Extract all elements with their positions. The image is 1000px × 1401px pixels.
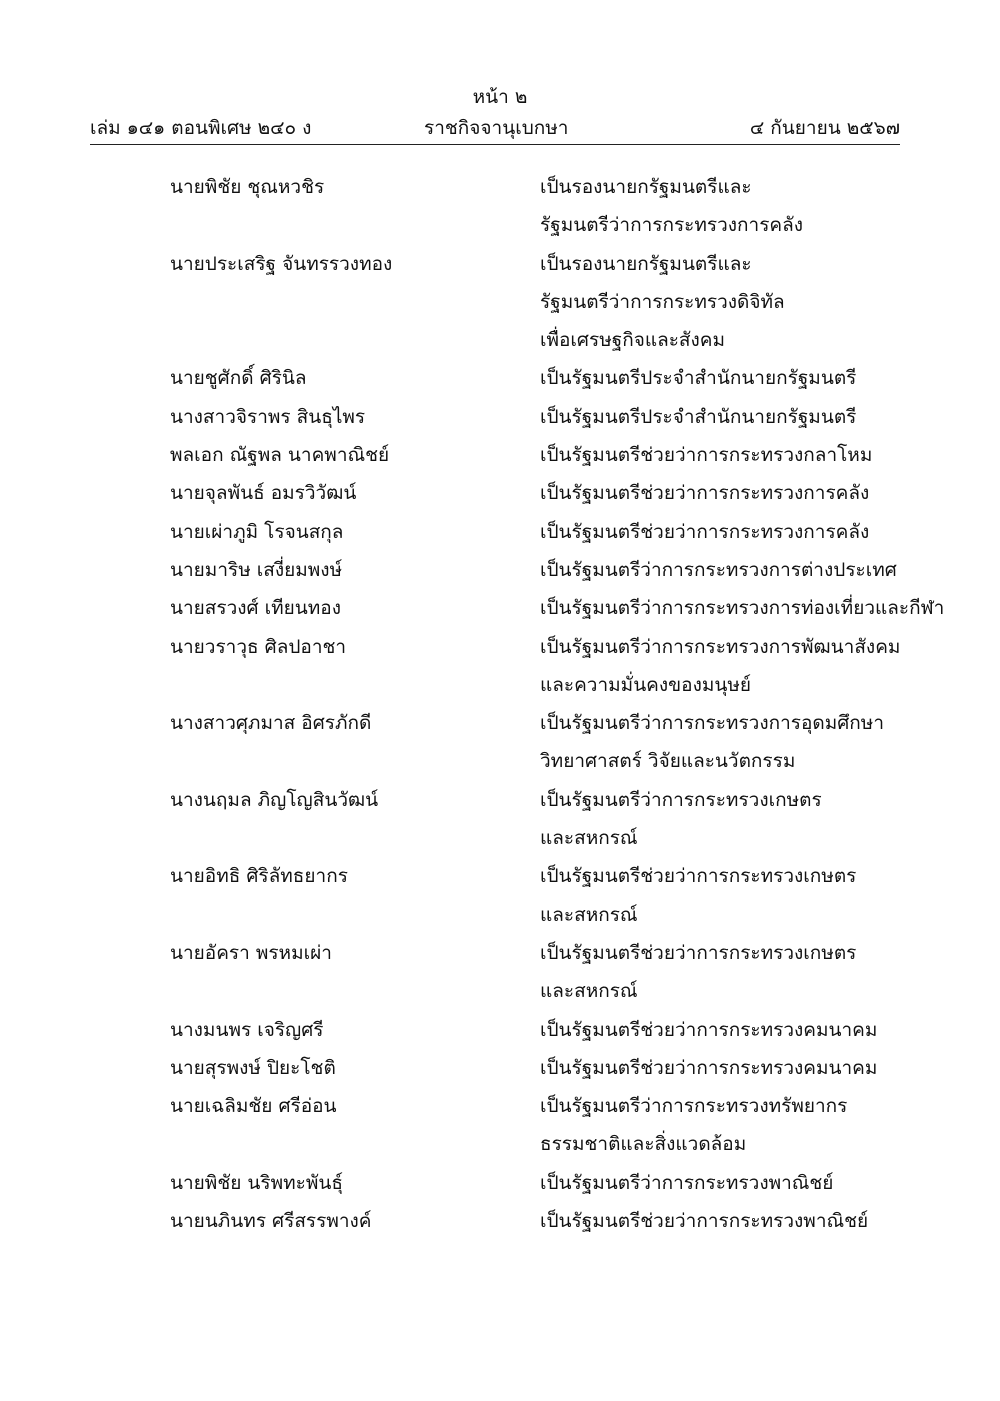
appointed-position <box>540 704 900 781</box>
list-item <box>0 1011 1000 1049</box>
list-item <box>0 704 1000 781</box>
appointed-position <box>540 1087 900 1164</box>
appointee-name: นายเฉลิมชัย ศรีอ่อน <box>170 1095 337 1118</box>
position-line: เป็นรัฐมนตรีว่าการกระทรวงการอุดมศึกษา <box>540 712 885 735</box>
page-number: หน้า ๒ <box>472 86 528 108</box>
list-item <box>0 781 1000 858</box>
appointee-name: นายจุลพันธ์ อมรวิวัฒน์ <box>170 482 357 505</box>
appointed-position <box>540 436 900 474</box>
position-line: เป็นรองนายกรัฐมนตรีและ <box>540 176 752 198</box>
list-item <box>0 857 1000 934</box>
list-item <box>0 245 1000 360</box>
appointee-name: นายเผ่าภูมิ โรจนสกุล <box>170 520 344 543</box>
appointee-name: นายสุรพงษ์ ปิยะโชติ <box>170 1056 336 1079</box>
appointee-name: นางมนพร เจริญศรี <box>170 1018 324 1041</box>
appointee-name: นายสรวงศ์ เทียนทอง <box>170 597 341 620</box>
appointee-name: นางนฤมล ภิญโญสินวัฒน์ <box>170 788 379 811</box>
position-line: เป็นรัฐมนตรีช่วยว่าการกระทรวงพาณิชย์ <box>540 1210 869 1233</box>
list-item <box>0 628 1000 705</box>
position-line: เป็นรัฐมนตรีประจำสำนักนายกรัฐมนตรี <box>540 405 857 428</box>
position-line: เป็นรัฐมนตรีว่าการกระทรวงการท่องเที่ยวและกีฬา <box>540 597 945 620</box>
appointed-position <box>540 168 900 245</box>
list-item <box>0 1164 1000 1202</box>
list-item <box>0 474 1000 512</box>
position-line: เป็นรัฐมนตรีว่าการกระทรวงเกษตร <box>540 788 822 811</box>
list-item <box>0 359 1000 397</box>
appointed-position <box>540 359 900 397</box>
position-line: เป็นรัฐมนตรีช่วยว่าการกระทรวงเกษตร <box>540 865 857 888</box>
position-line: และสหกรณ์ <box>540 980 638 1003</box>
position-line: เป็นรัฐมนตรีช่วยว่าการกระทรวงคมนาคม <box>540 1056 878 1079</box>
position-line: และสหกรณ์ <box>540 827 638 850</box>
position-line: และความมั่นคงของมนุษย์ <box>540 673 752 696</box>
appointee-name: นายชูศักดิ์ ศิรินิล <box>170 367 307 390</box>
appointee-name: นายพิชัย นริพทะพันธุ์ <box>170 1171 343 1194</box>
position-line: เป็นรัฐมนตรีช่วยว่าการกระทรวงการคลัง <box>540 520 870 543</box>
appointee-name: นายมาริษ เสงี่ยมพงษ์ <box>170 558 343 581</box>
position-line: เป็นรัฐมนตรีว่าการกระทรวงการพัฒนาสังคม <box>540 635 901 658</box>
list-item <box>0 551 1000 589</box>
list-item <box>0 168 1000 245</box>
appointed-position <box>540 934 900 1011</box>
appointed-position <box>540 513 900 551</box>
position-line: เป็นรัฐมนตรีว่าการกระทรวงทรัพยากร <box>540 1095 848 1118</box>
appointed-position <box>540 245 900 360</box>
appointed-position <box>540 857 900 934</box>
list-item <box>0 398 1000 436</box>
position-line: เป็นรัฐมนตรีประจำสำนักนายกรัฐมนตรี <box>540 367 857 390</box>
appointed-position <box>540 1202 900 1240</box>
position-line: และสหกรณ์ <box>540 903 638 926</box>
appointed-position <box>540 398 900 436</box>
position-line: เป็นรัฐมนตรีว่าการกระทรวงพาณิชย์ <box>540 1171 834 1194</box>
gazette-title: ราชกิจจานุเบกษา <box>424 117 569 139</box>
appointed-position <box>540 474 900 512</box>
position-line: เป็นรัฐมนตรีช่วยว่าการกระทรวงคมนาคม <box>540 1018 878 1041</box>
list-item <box>0 513 1000 551</box>
header-divider <box>90 144 900 145</box>
list-item <box>0 589 1000 627</box>
position-line: เพื่อเศรษฐกิจและสังคม <box>540 329 726 352</box>
position-line: ธรรมชาติและสิ่งแวดล้อม <box>540 1133 747 1156</box>
appointed-position <box>540 628 900 705</box>
publication-date: ๔ กันยายน ๒๕๖๗ <box>749 117 900 139</box>
list-item <box>0 934 1000 1011</box>
position-line: วิทยาศาสตร์ วิจัยและนวัตกรรม <box>540 750 796 773</box>
appointee-name: พลเอก ณัฐพล นาคพาณิชย์ <box>170 444 390 467</box>
list-item <box>0 1087 1000 1164</box>
appointee-name: นายประเสริฐ จันทรรวงทอง <box>170 252 393 275</box>
appointee-name: นายอัครา พรหมเผ่า <box>170 941 332 964</box>
position-line: เป็นรัฐมนตรีช่วยว่าการกระทรวงการคลัง <box>540 482 870 505</box>
appointee-name: นายพิชัย ชุณหวชิร <box>170 176 325 198</box>
list-item <box>0 1202 1000 1240</box>
appointed-position <box>540 1164 900 1202</box>
appointee-name: นางสาวจิราพร สินธุไพร <box>170 405 366 428</box>
position-line: เป็นรองนายกรัฐมนตรีและ <box>540 252 752 275</box>
appointed-position <box>540 551 900 589</box>
appointment-list <box>0 168 1000 1240</box>
appointee-name: นายวราวุธ ศิลปอาชา <box>170 635 347 658</box>
appointed-position <box>540 1049 900 1087</box>
appointed-position <box>540 589 945 627</box>
position-line: รัฐมนตรีว่าการกระทรวงดิจิทัล <box>540 290 785 313</box>
appointee-name: นางสาวศุภมาส อิศรภักดี <box>170 712 372 735</box>
gazette-header <box>90 114 900 142</box>
position-line: เป็นรัฐมนตรีช่วยว่าการกระทรวงกลาโหม <box>540 444 873 467</box>
position-line: รัฐมนตรีว่าการกระทรวงการคลัง <box>540 214 804 237</box>
volume-issue: เล่ม ๑๔๑ ตอนพิเศษ ๒๔๐ ง <box>90 117 312 139</box>
position-line: เป็นรัฐมนตรีช่วยว่าการกระทรวงเกษตร <box>540 941 857 964</box>
list-item <box>0 1049 1000 1087</box>
position-line: เป็นรัฐมนตรีว่าการกระทรวงการต่างประเทศ <box>540 558 897 581</box>
appointee-name: นายนภินทร ศรีสรรพางค์ <box>170 1210 372 1233</box>
appointed-position <box>540 781 900 858</box>
list-item <box>0 436 1000 474</box>
appointee-name: นายอิทธิ ศิริลัทธยากร <box>170 865 348 888</box>
appointed-position <box>540 1011 900 1049</box>
